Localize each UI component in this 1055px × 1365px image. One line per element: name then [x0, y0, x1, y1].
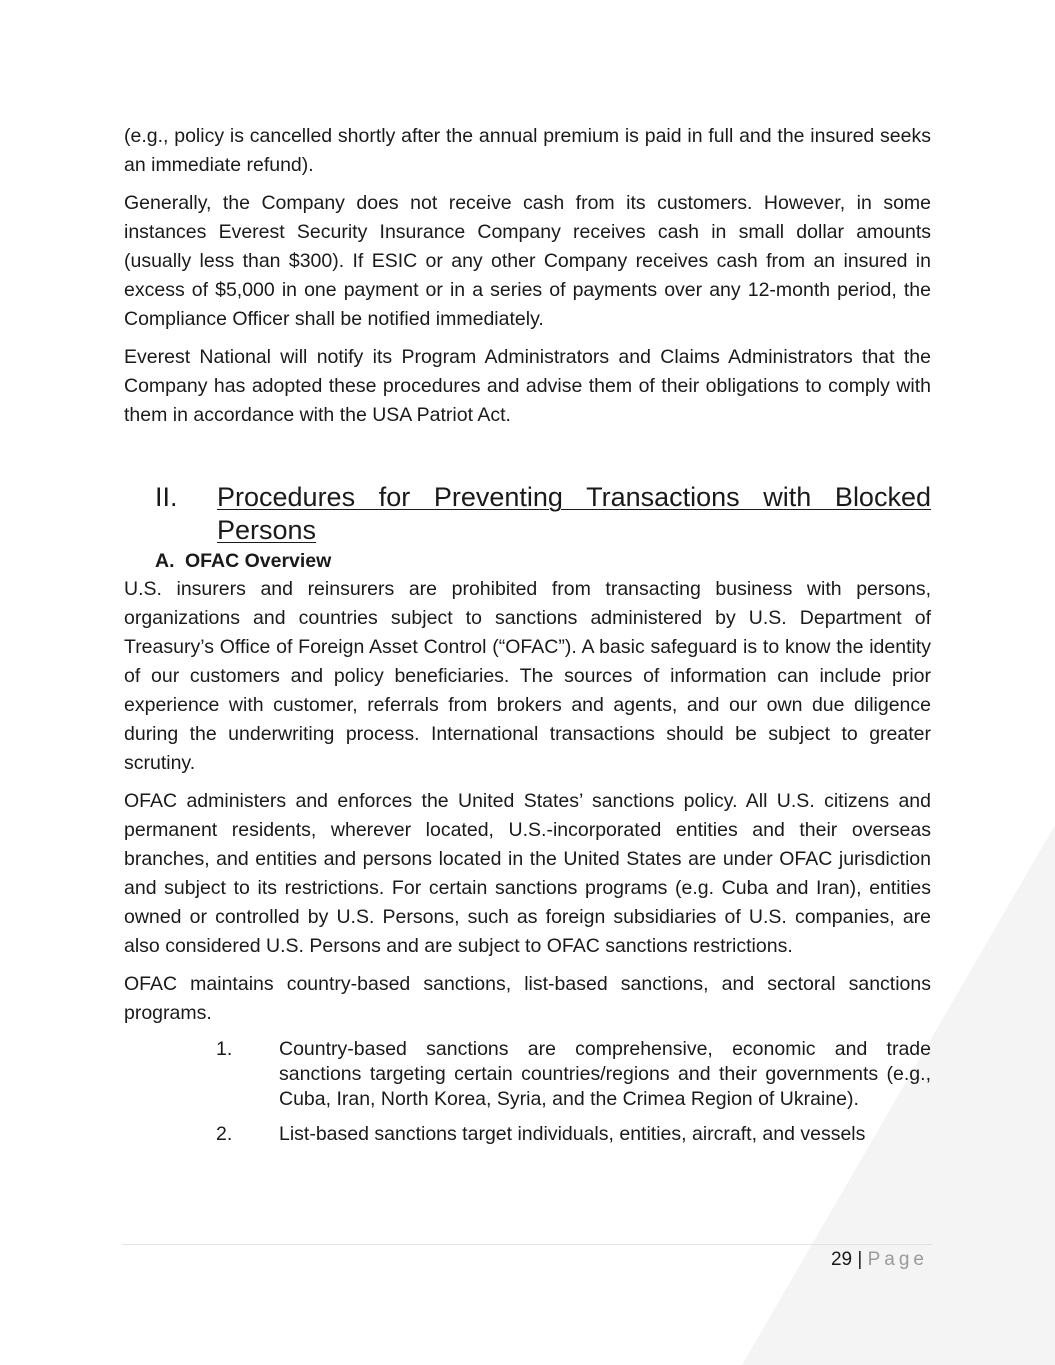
paragraph-administrator-notice: Everest National will notify its Program Administrators and Claims Administrators that the Company has adopted these procedures and advise them of their obligations to comply with them in accordance with the USA Patriot Act. [124, 346, 931, 426]
footer-separator: | [852, 1249, 868, 1270]
document-page [124, 122, 931, 1157]
paragraph-ofac-jurisdiction: OFAC administers and enforces the United States’ sanctions policy. All U.S. citizens and permanent residents, wherever located, U.S.-incorporated entities and their overseas branches, and entities and persons located in the United States are under OFAC jurisdiction and subject to its restrictions. For certain sanctions programs (e.g. Cuba and Iran), entities owned or controlled by U.S. Persons, such as foreign subsidiaries of U.S. companies, are also considered U.S. Persons and are subject to OFAC sanctions restrictions. [124, 790, 931, 957]
list-item-text: Country-based sanctions are comprehensive, economic and trade sanctions targeting certain countries/regions and their governments (e.g., Cuba, Iran, North Korea, Syria, and the Crimea Region of Ukraine). [279, 1038, 931, 1110]
list-item-text: List-based sanctions target individuals, entities, aircraft, and vessels [279, 1123, 866, 1145]
page-label: Page [867, 1249, 928, 1270]
footer-divider [122, 1244, 932, 1245]
page-number: 29 [830, 1249, 853, 1270]
subsection-heading [155, 547, 931, 575]
section-heading [155, 481, 931, 547]
subsection-letter: A. [155, 550, 175, 572]
section-title: Procedures for Preventing Transactions with Blocked Persons [217, 482, 931, 545]
list-item [216, 1122, 931, 1147]
paragraph-refund-example: (e.g., policy is cancelled shortly after the annual premium is paid in full and the insured seeks an immediate refund). [124, 125, 931, 176]
list-item [216, 1037, 931, 1112]
paragraph-ofac-programs: OFAC maintains country-based sanctions, list-based sanctions, and sectoral sanctions programs. [124, 973, 931, 1024]
paragraph-cash-receipts: Generally, the Company does not receive cash from its customers. However, in some instances Everest Security Insurance Company receives cash in small dollar amounts (usually less than $300). If ESIC or any other Company receives cash from an insured in excess of $5,000 in one payment or in a series of payments over any 12-month period, the Compliance Officer shall be notified immediately. [124, 192, 931, 330]
list-item-number: 2. [216, 1123, 233, 1145]
subsection-title: OFAC Overview [185, 550, 332, 572]
section-number: II. [155, 482, 178, 512]
list-item-number: 1. [216, 1038, 233, 1060]
sanctions-list [124, 1037, 931, 1147]
page-footer [831, 1248, 928, 1272]
paragraph-ofac-prohibition: U.S. insurers and reinsurers are prohibited from transacting business with persons, organizations and countries subject to sanctions administered by U.S. Department of Treasury’s Office of Foreign Asset Control (“OFAC”). A basic safeguard is to know the identity of our customers and policy beneficiaries. The sources of information can include prior experience with customer, referrals from brokers and agents, and our own due diligence during the underwriting process. International transactions should be subject to greater scrutiny. [124, 578, 931, 774]
